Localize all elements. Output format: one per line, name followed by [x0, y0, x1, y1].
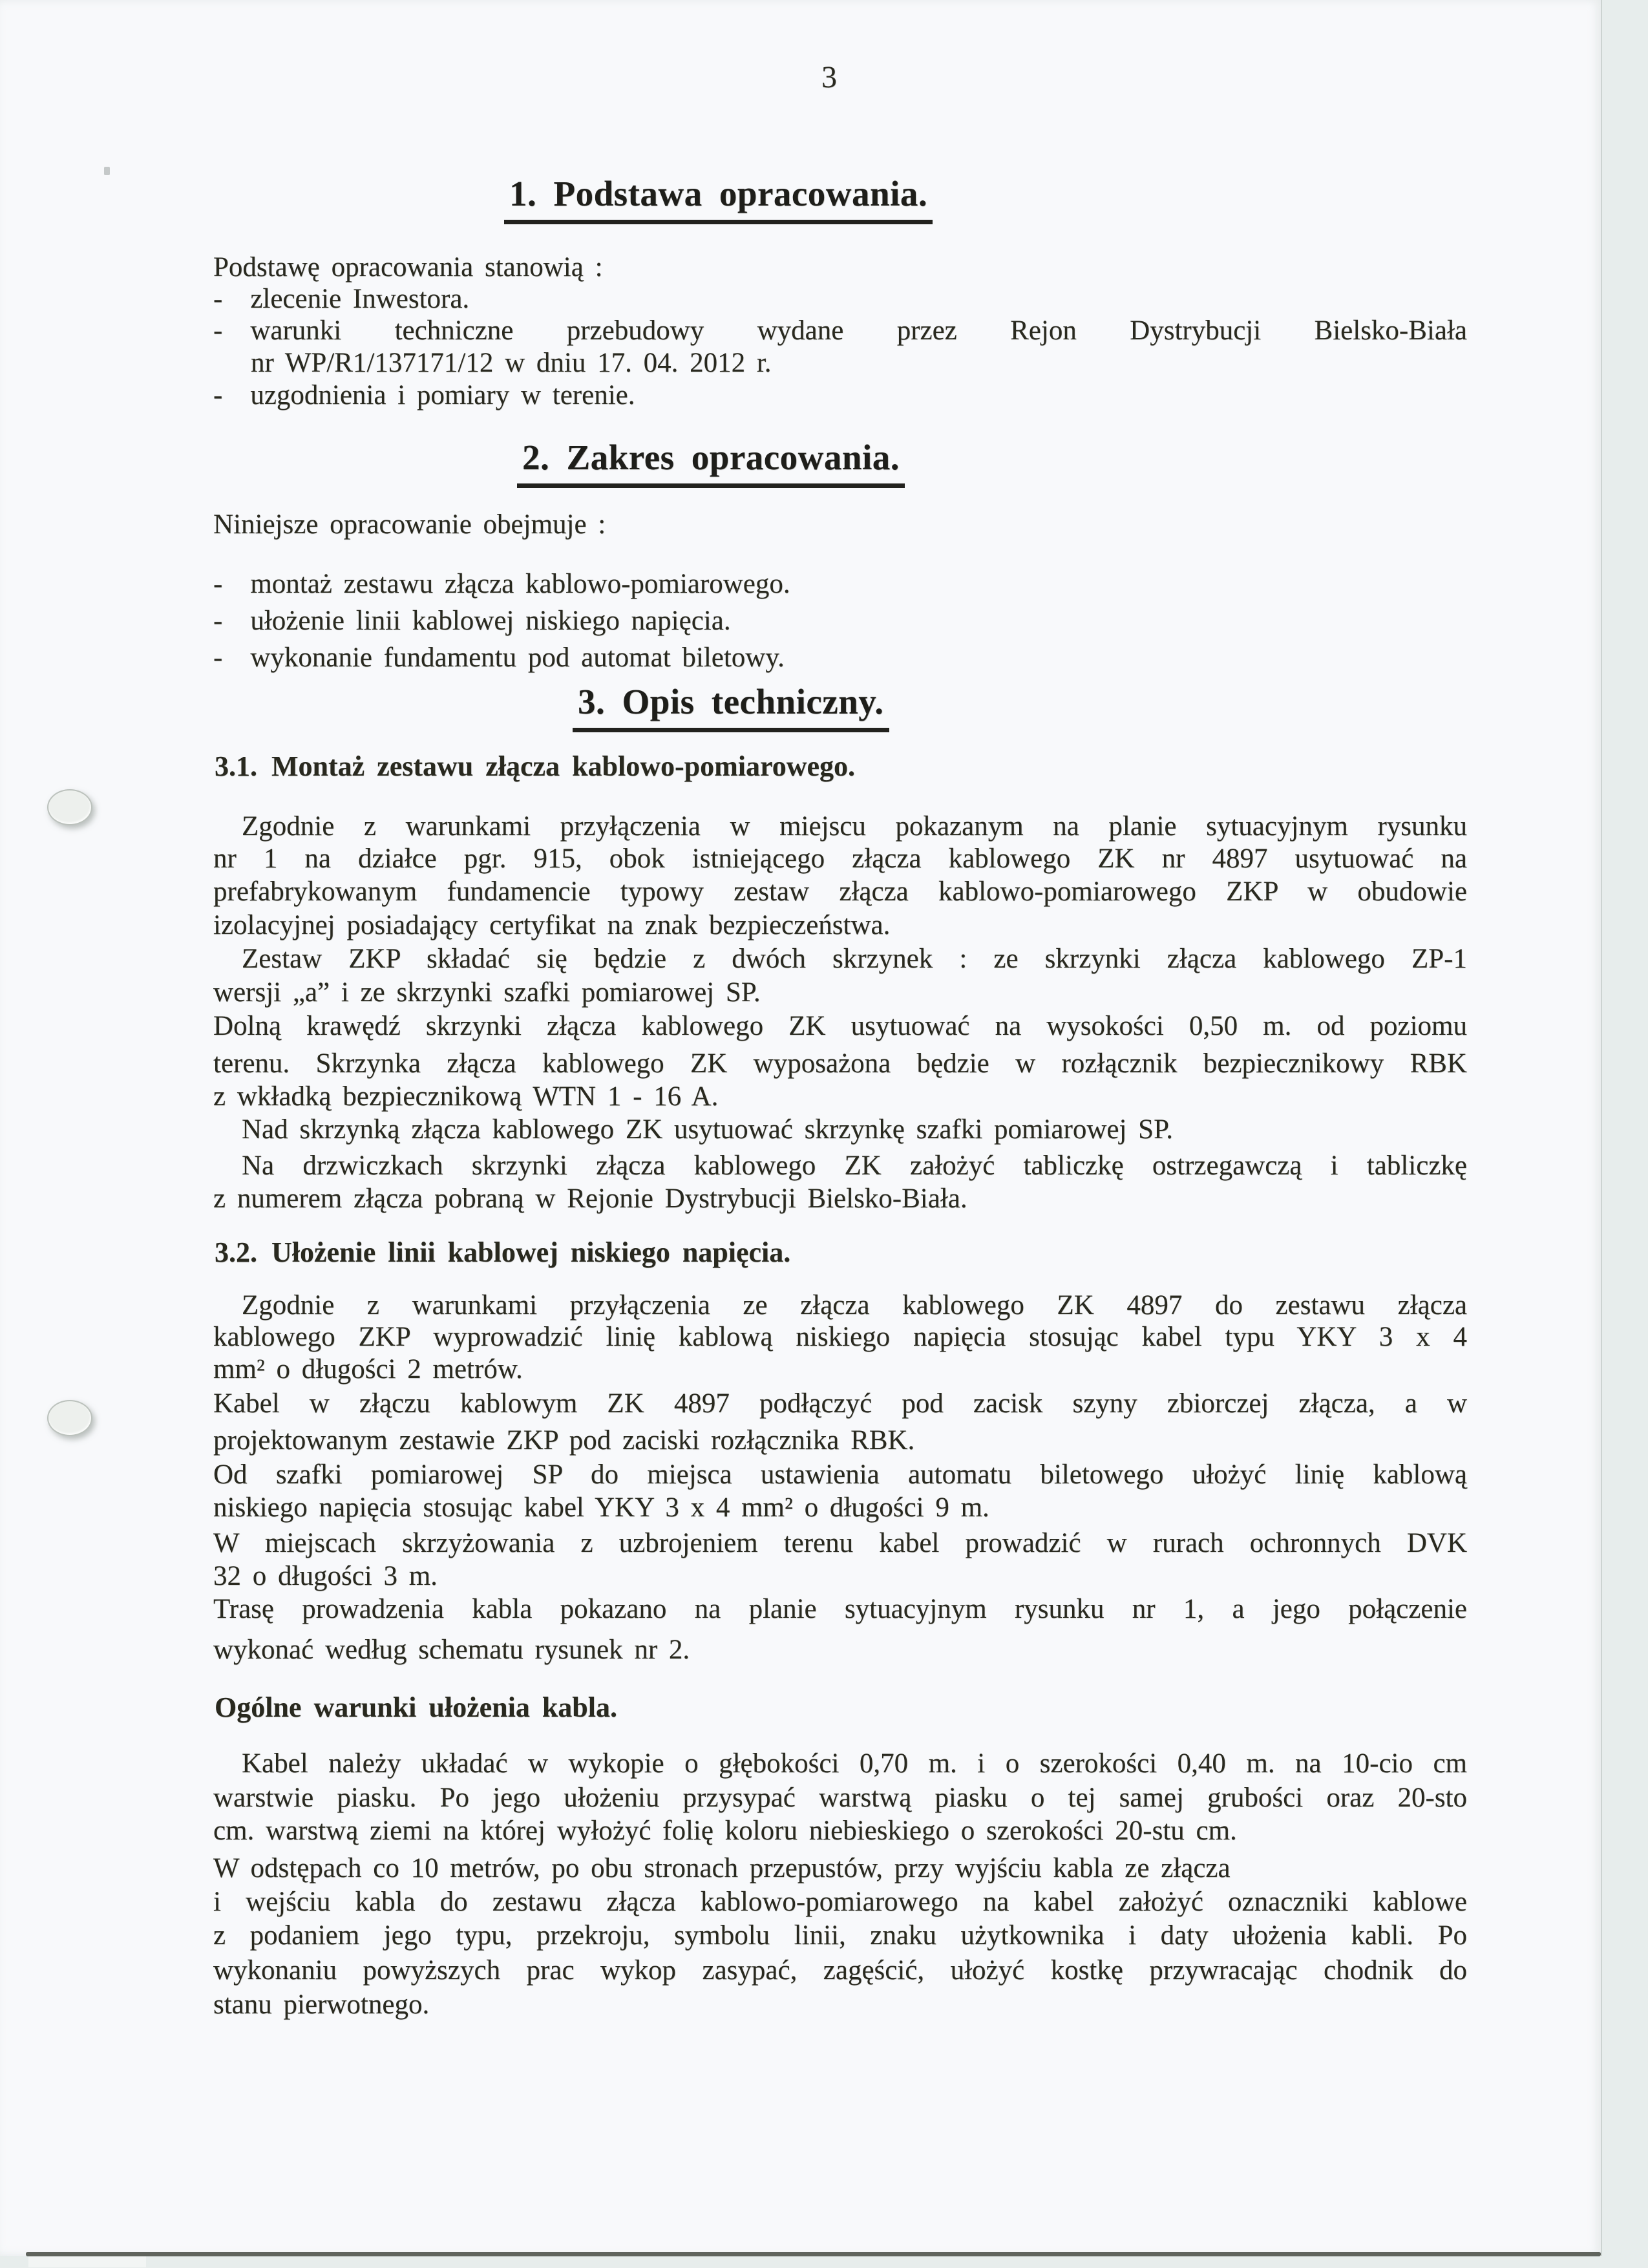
section-2-heading: 2. Zakres opracowania.	[517, 437, 905, 488]
paragraph-line: prefabrykowanym fundamencie typowy zestaw złącza kablowo-pomiarowego ZKP w obudowie	[213, 876, 1467, 907]
paragraph-line: terenu. Skrzynka złącza kablowego ZK wyposażona będzie w rozłącznik bezpiecznikowy RBK	[213, 1048, 1467, 1079]
paragraph-line: niskiego napięcia stosując kabel YKY 3 x 4 mm² o długości 9 m.	[213, 1492, 989, 1523]
paragraph-line: Od szafki pomiarowej SP do miejsca ustawienia automatu biletowego ułożyć linię kablową	[213, 1459, 1467, 1490]
paragraph-line: Nad skrzynką złącza kablowego ZK usytuować skrzynkę szafki pomiarowej SP.	[242, 1114, 1173, 1145]
paragraph-line: Na drzwiczkach skrzynki złącza kablowego ZK założyć tabliczkę ostrzegawczą i tabliczkę	[242, 1150, 1467, 1181]
scope-intro-line: Niniejsze opracowanie obejmuje :	[213, 509, 606, 540]
section-3-heading: 3. Opis techniczny.	[573, 681, 889, 732]
paragraph-line: Zgodnie z warunkami przyłączenia ze złącza kablowego ZK 4897 do zestawu złącza	[242, 1290, 1467, 1320]
paragraph-line: warstwie piasku. Po jego ułożeniu przysypać warstwą piasku o tej samej grubości oraz 20-sto	[213, 1783, 1467, 1813]
paragraph-line: i wejściu kabla do zestawu złącza kablowo-pomiarowego na kabel założyć oznaczniki kablowe	[213, 1887, 1467, 1917]
list-item: - zlecenie Inwestora.	[213, 284, 470, 314]
paragraph-line: z podaniem jego typu, przekroju, symbolu linii, znaku użytkownika i daty ułożenia kabli. Po	[213, 1920, 1467, 1951]
paper-corner	[28, 2256, 146, 2267]
paragraph-line: kablowego ZKP wyprowadzić linię kablową niskiego napięcia stosując kabel typu YKY 3 x 4	[213, 1322, 1467, 1352]
paragraph-line: projektowanym zestawie ZKP pod zaciski rozłącznika RBK.	[213, 1425, 915, 1456]
paragraph-line: wykonać według schematu rysunek nr 2.	[213, 1635, 690, 1665]
paragraph-line: cm. warstwą ziemi na której wyłożyć folię koloru niebieskiego o szerokości 20-stu cm.	[213, 1816, 1237, 1846]
list-item: - warunki techniczne przebudowy wydane przez Rejon Dystrybucji Bielsko-Biała	[213, 315, 1467, 346]
punch-hole-bottom	[47, 1400, 92, 1436]
punch-hole-top	[47, 789, 92, 825]
list-item: - wykonanie fundamentu pod automat biletowy.	[213, 642, 785, 673]
paragraph-line: Zgodnie z warunkami przyłączenia w miejscu pokazanym na planie sytuacyjnym rysunku	[242, 811, 1467, 842]
paper-bottom-edge	[26, 2252, 1601, 2256]
list-item: - ułożenie linii kablowej niskiego napięcia.	[213, 606, 731, 636]
subsection-3-1-heading: 3.1. Montaż zestawu złącza kablowo-pomiarowego.	[215, 750, 856, 782]
paragraph-line: W miejscach skrzyżowania z uzbrojeniem terenu kabel prowadzić w rurach ochronnych DVK	[213, 1528, 1467, 1558]
paragraph-line: Dolną krawędź skrzynki złącza kablowego ZK usytuować na wysokości 0,50 m. od poziomu	[213, 1011, 1467, 1041]
paragraph-line: z numerem złącza pobraną w Rejonie Dystrybucji Bielsko-Biała.	[213, 1183, 967, 1214]
general-conditions-heading: Ogólne warunki ułożenia kabla.	[215, 1691, 618, 1723]
paragraph-line: Trasę prowadzenia kabla pokazano na planie sytuacyjnym rysunku nr 1, a jego połączenie	[213, 1594, 1467, 1624]
section-1-heading: 1. Podstawa opracowania.	[504, 173, 933, 224]
basis-intro-line: Podstawę opracowania stanowią :	[213, 252, 603, 282]
paragraph-line: mm² o długości 2 metrów.	[213, 1354, 523, 1384]
paragraph-line: nr 1 na działce pgr. 915, obok istniejącego złącza kablowego ZK nr 4897 usytuować na	[213, 843, 1467, 874]
paragraph-line: W odstępach co 10 metrów, po obu stronach przepustów, przy wyjściu kabla ze złącza	[213, 1853, 1231, 1883]
paragraph-line: izolacyjnej posiadający certyfikat na znak bezpieczeństwa.	[213, 910, 891, 940]
scan-speck	[104, 167, 110, 175]
page-number: 3	[821, 60, 837, 94]
paragraph-line: stanu pierwotnego.	[213, 1989, 430, 2020]
list-item: - montaż zestawu złącza kablowo-pomiarowego.	[213, 569, 790, 599]
paragraph-line: wykonaniu powyższych prac wykop zasypać, zagęścić, ułożyć kostkę przywracając chodnik do	[213, 1955, 1467, 1986]
subsection-3-2-heading: 3.2. Ułożenie linii kablowej niskiego napięcia.	[215, 1236, 791, 1268]
paragraph-line: z wkładką bezpiecznikową WTN 1 - 16 A.	[213, 1081, 719, 1112]
paragraph-line: 32 o długości 3 m.	[213, 1561, 438, 1591]
paragraph-line: Kabel należy układać w wykopie o głębokości 0,70 m. i o szerokości 0,40 m. na 10-cio cm	[242, 1748, 1467, 1779]
list-item-continuation: nr WP/R1/137171/12 w dniu 17. 04. 2012 r.	[251, 348, 772, 378]
list-item: - uzgodnienia i pomiary w terenie.	[213, 380, 635, 410]
paragraph-line: wersji „a” i ze skrzynki szafki pomiarowej SP.	[213, 977, 761, 1008]
paragraph-line: Zestaw ZKP składać się będzie z dwóch skrzynek : ze skrzynki złącza kablowego ZP-1	[242, 944, 1467, 974]
paragraph-line: Kabel w złączu kablowym ZK 4897 podłączyć pod zacisk szyny zbiorczej złącza, a w	[213, 1388, 1467, 1419]
